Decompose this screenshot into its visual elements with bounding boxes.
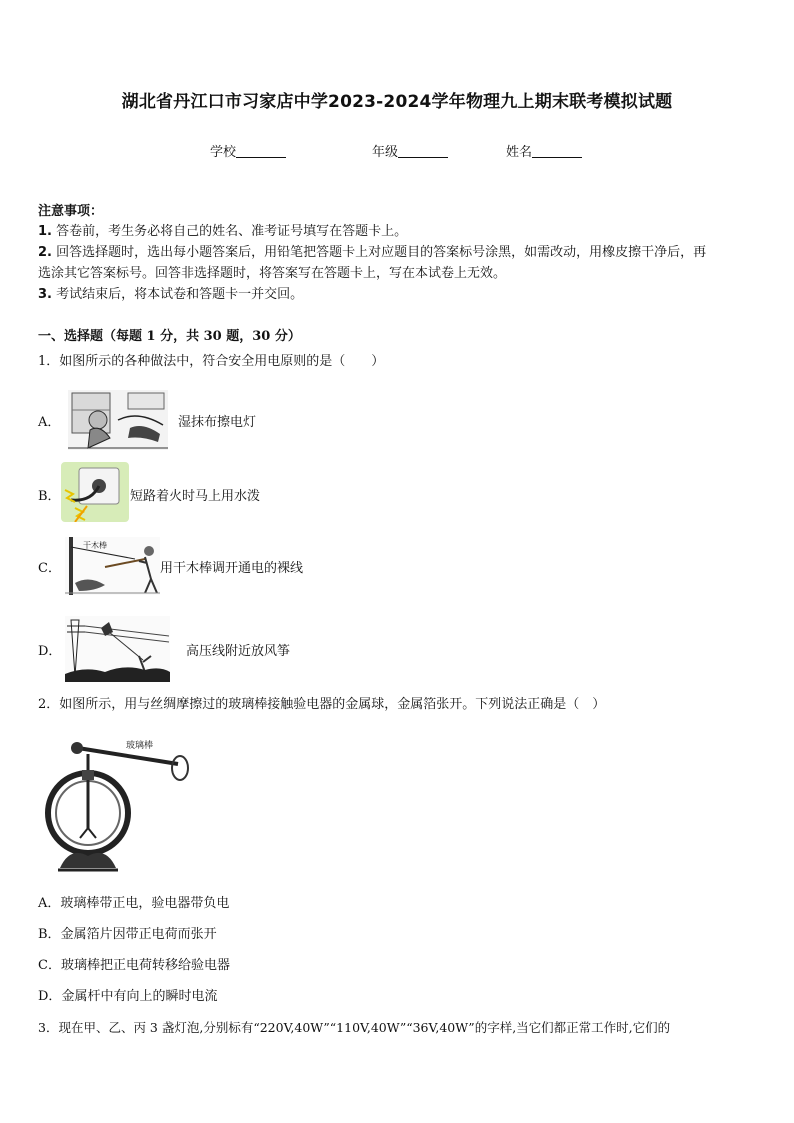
q2-option-d-letter: D． <box>38 989 62 1004</box>
note-item-2-cont <box>38 264 760 284</box>
q2-electroscope-figure <box>40 728 190 878</box>
q1-option-b-image <box>61 462 129 522</box>
q2-option-b-letter: B． <box>38 927 61 942</box>
q1-option-c-image <box>65 537 160 595</box>
note-number: 2. <box>38 245 52 260</box>
q1-option-d-text: 高压线附近放风筝 <box>186 644 291 659</box>
question-2-stem: 2．如图所示，用与丝绸摩擦过的玻璃棒接触验电器的金属球，金属箔张开。下列说法正确是（ ） <box>38 697 606 712</box>
q1-option-d-image <box>65 616 170 682</box>
notes-title: 注意事项： <box>38 204 104 219</box>
school-field <box>210 141 286 160</box>
note-item-3 <box>38 285 760 305</box>
q1-option-a-letter: A． <box>38 415 61 430</box>
grade-blank <box>398 144 448 158</box>
q1-option-d-letter: D． <box>38 644 62 659</box>
q2-option-b <box>38 925 762 945</box>
note-number: 1. <box>38 224 52 239</box>
name-field <box>506 141 582 160</box>
q2-option-d-text: 金属杆中有向上的瞬时电流 <box>61 989 218 1004</box>
page-title: 湖北省丹江口市习家店中学2023-2024学年物理九上期末联考模拟试题 <box>121 92 673 112</box>
q1-option-b-letter: B． <box>38 489 61 504</box>
note-text: 答卷前，考生务必将自己的姓名、准考证号填写在答题卡上。 <box>56 224 408 239</box>
q2-figure-label: 玻璃棒 <box>126 741 154 751</box>
name-blank <box>532 144 582 158</box>
q1-option-c-figure-label: 干木棒 <box>83 541 107 550</box>
grade-field <box>372 141 448 160</box>
section-title: 一、选择题（每题 1 分，共 30 题，30 分） <box>38 329 301 344</box>
q2-option-a <box>38 894 762 914</box>
q2-option-a-text: 玻璃棒带正电，验电器带负电 <box>60 896 230 911</box>
q2-option-d <box>38 987 762 1007</box>
q2-option-c <box>38 956 762 976</box>
q1-option-b-text: 短路着火时马上用水泼 <box>130 489 261 504</box>
q1-option-a-text: 湿抹布擦电灯 <box>178 415 257 430</box>
note-item-1 <box>38 222 760 242</box>
q1-option-c-letter: C． <box>38 561 61 576</box>
q1-option-a-image <box>68 390 168 450</box>
name-label: 姓名 <box>506 145 533 160</box>
q2-option-a-letter: A． <box>38 896 61 911</box>
note-number: 3. <box>38 287 52 302</box>
question-3-stem: 3．现在甲、乙、丙 3 盏灯泡,分别标有“220V,40W”“110V,40W”“36V,40W”的字样,当它们都正常工作时,它们的 <box>38 1020 671 1035</box>
q2-option-c-letter: C． <box>38 958 61 973</box>
note-text: 回答选择题时，选出每小题答案后，用铅笔把答题卡上对应题目的答案标号涂黑，如需改动，用橡皮擦干净后，再 <box>56 245 707 260</box>
note-text: 考试结束后，将本试卷和答题卡一并交回。 <box>56 287 304 302</box>
school-blank <box>236 144 286 158</box>
q1-option-c-text: 用干木棒调开通电的裸线 <box>160 561 304 576</box>
note-text: 选涂其它答案标号。回答非选择题时，将答案写在答题卡上，写在本试卷上无效。 <box>38 266 507 281</box>
grade-label: 年级 <box>372 145 399 160</box>
q2-option-b-text: 金属箔片因带正电荷而张开 <box>60 927 217 942</box>
note-item-2 <box>38 243 760 263</box>
q2-option-c-text: 玻璃棒把正电荷转移给验电器 <box>60 958 230 973</box>
question-1-stem: 1．如图所示的各种做法中，符合安全用电原则的是（ ） <box>38 354 385 369</box>
school-label: 学校 <box>210 145 237 160</box>
